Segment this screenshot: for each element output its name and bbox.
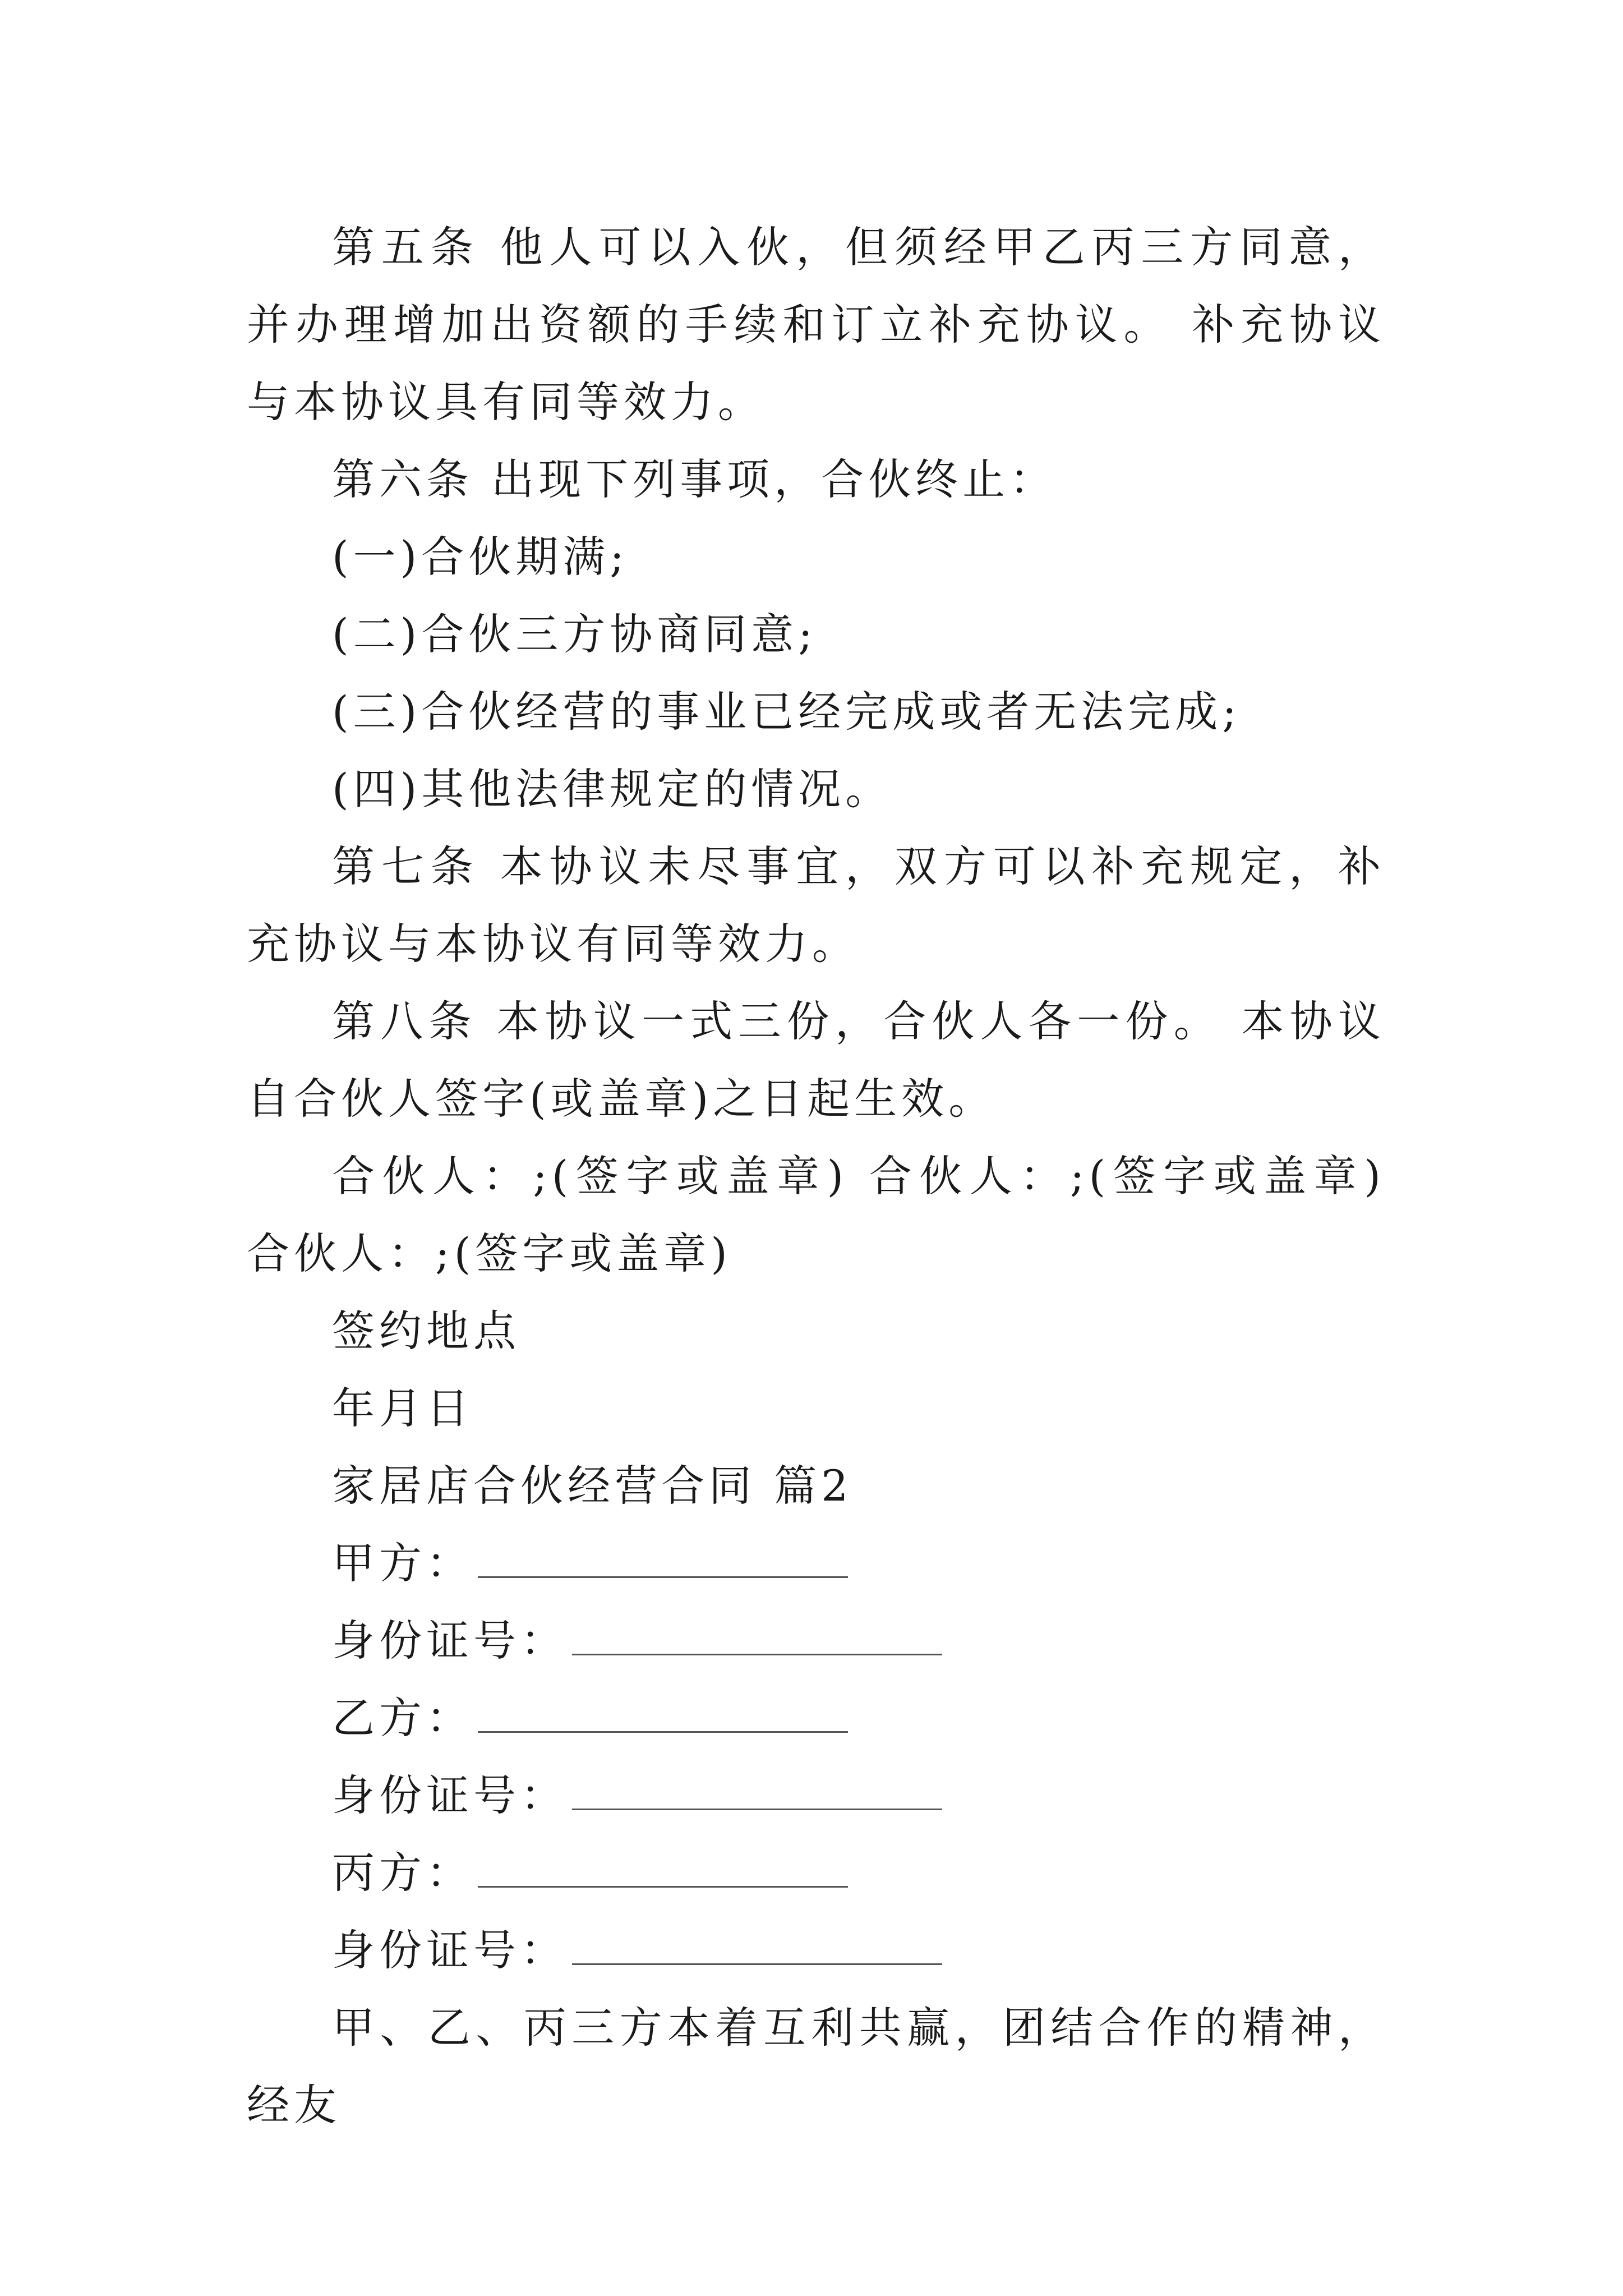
partner-signatures: 合伙人：;(签字或盖章) 合伙人：;(签字或盖章) 合伙人：;(签字或盖章) bbox=[247, 1151, 1385, 1278]
field-label: 乙方： bbox=[332, 1693, 473, 1743]
field-id-b bbox=[247, 1757, 1385, 1834]
field-party-a bbox=[247, 1525, 1385, 1602]
field-party-b bbox=[247, 1680, 1385, 1757]
blank-line bbox=[478, 1544, 848, 1578]
document-body bbox=[247, 209, 1385, 2144]
blank-line bbox=[572, 1931, 942, 1965]
field-label: 身份证号： bbox=[332, 1770, 568, 1820]
field-label: 丙方： bbox=[332, 1848, 473, 1898]
section-heading: 家居店合伙经营合同 篇2 bbox=[332, 1461, 853, 1511]
paragraph-article-7: 第七条 本协议未尽事宜，双方可以补充规定，补充协议与本协议有同等效力。 bbox=[247, 841, 1385, 969]
paragraph-article-5: 第五条 他人可以入伙，但须经甲乙丙三方同意，并办理增加出资额的手续和订立补充协议。 补充协议与本协议具有同等效力。 bbox=[247, 222, 1385, 427]
list-item-2: (二)合伙三方协商同意; bbox=[332, 609, 817, 659]
field-id-c bbox=[247, 1912, 1385, 1989]
list-item-3: (三)合伙经营的事业已经完成或者无法完成; bbox=[332, 687, 1241, 737]
field-label: 身份证号： bbox=[332, 1925, 568, 1975]
field-id-a bbox=[247, 1602, 1385, 1680]
blank-line bbox=[478, 1853, 848, 1888]
blank-line bbox=[478, 1699, 848, 1733]
field-label: 甲方： bbox=[332, 1538, 473, 1588]
paragraph-article-8: 第八条 本协议一式三份，合伙人各一份。 本协议自合伙人签字(或盖章)之日起生效。 bbox=[247, 996, 1385, 1124]
signing-location: 签约地点 bbox=[332, 1306, 520, 1356]
field-party-c bbox=[247, 1834, 1385, 1912]
closing-paragraph: 甲、乙、丙三方本着互利共赢，团结合作的精神，经友 bbox=[247, 2003, 1385, 2130]
signing-date: 年月日 bbox=[332, 1383, 473, 1433]
blank-line bbox=[572, 1776, 942, 1810]
list-item-4: (四)其他法律规定的情况。 bbox=[332, 764, 893, 814]
field-label: 身份证号： bbox=[332, 1616, 568, 1665]
blank-line bbox=[572, 1621, 942, 1655]
paragraph-article-6: 第六条 出现下列事项，合伙终止： bbox=[332, 454, 1057, 504]
list-item-1: (一)合伙期满; bbox=[332, 532, 629, 582]
